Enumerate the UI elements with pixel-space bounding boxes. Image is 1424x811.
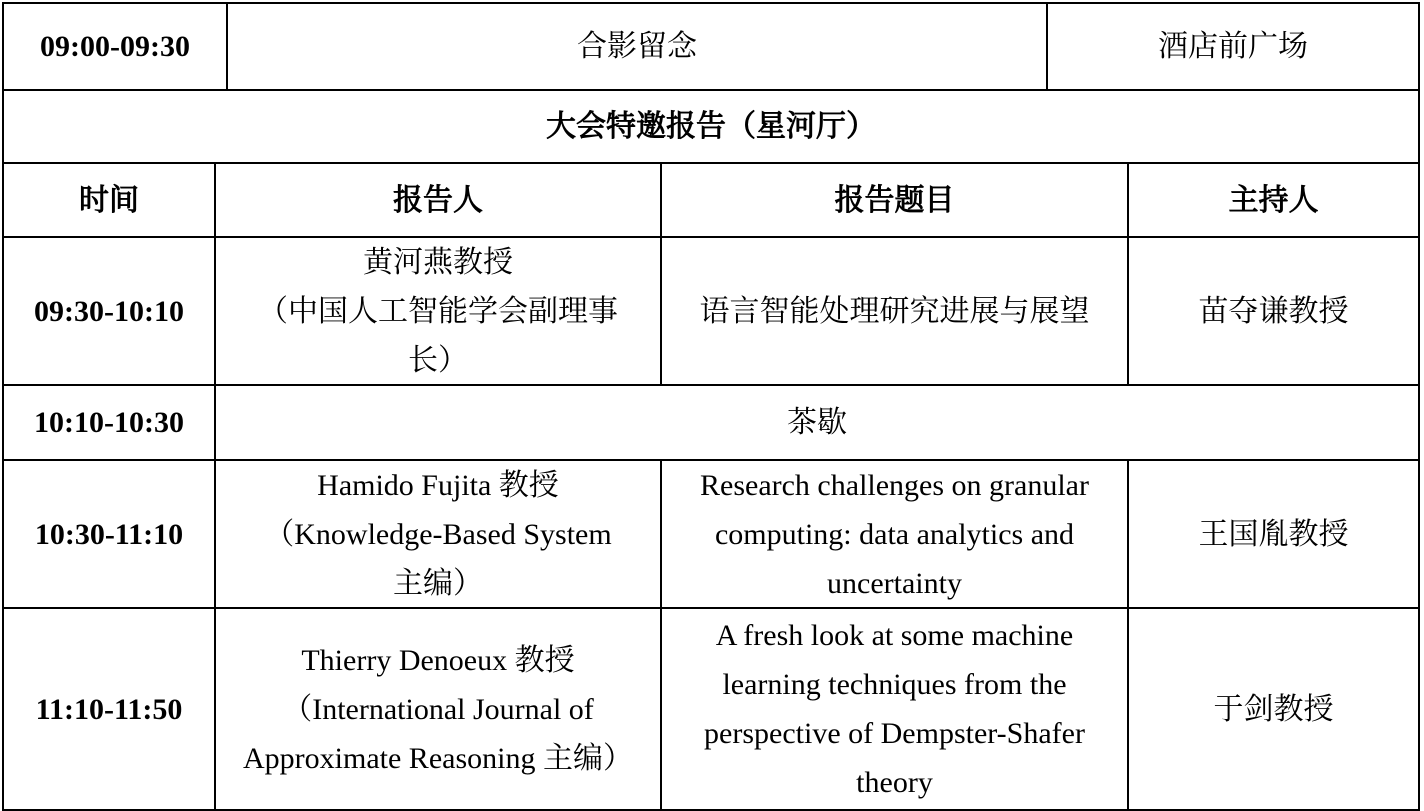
talk3-speaker — [243, 636, 633, 783]
talk3-host-cell — [1127, 607, 1420, 811]
header-time: 时间 — [79, 183, 139, 217]
talk3-topic-line: theory — [856, 766, 933, 799]
break-label-cell — [214, 384, 1420, 461]
talk2-host-cell — [1127, 459, 1420, 609]
talk2-speaker-line: Hamido Fujita 教授 — [317, 468, 559, 502]
talk2-time: 10:30-11:10 — [34, 517, 184, 551]
photo-time: 09:00-09:30 — [40, 30, 190, 63]
talk2-time-cell — [2, 459, 216, 609]
break-label: 茶歇 — [787, 406, 847, 439]
talk1-speaker-line: 黄河燕教授 — [363, 245, 513, 279]
header-speaker-cell — [214, 162, 662, 238]
talk3-speaker-cell — [214, 607, 662, 811]
talk3-time-cell — [2, 607, 216, 811]
talk3-speaker-line: Thierry Denoeux 教授 — [301, 643, 575, 677]
header-topic-cell — [660, 162, 1129, 238]
talk2-speaker — [264, 461, 611, 608]
break-time-cell — [2, 384, 216, 461]
talk2-topic-cell — [660, 459, 1129, 609]
talk1-topic-cell — [660, 236, 1129, 386]
talk1-host: 苗夺谦教授 — [1198, 294, 1349, 328]
talk3-topic — [704, 611, 1085, 807]
section-title-cell — [2, 89, 1420, 164]
talk2-speaker-line: （Knowledge-Based System — [264, 517, 612, 551]
talk2-topic — [700, 461, 1089, 608]
header-topic: 报告题目 — [834, 183, 955, 217]
talk2-speaker-line: 主编） — [392, 566, 483, 600]
talk2-topic-line: Research challenges on granular — [700, 468, 1089, 502]
talk3-speaker-line: （International Journal of — [282, 692, 594, 726]
talk3-topic-line: learning techniques from the — [722, 668, 1067, 701]
photo-location: 酒店前广场 — [1158, 30, 1308, 63]
talk1-speaker-line: 长） — [408, 343, 468, 377]
talk2-topic-line: uncertainty — [827, 566, 962, 600]
talk3-speaker-line: Approximate Reasoning 主编） — [243, 741, 633, 775]
talk3-topic-cell — [660, 607, 1129, 811]
talk1-host-cell — [1127, 236, 1420, 386]
talk1-speaker-cell — [214, 236, 662, 386]
header-time-cell — [2, 162, 216, 238]
photo-location-cell — [1046, 2, 1420, 91]
talk1-speaker-line: （中国人工智能学会副理事 — [258, 294, 618, 328]
section-title: 大会特邀报告（星河厅） — [546, 110, 876, 143]
header-host-cell — [1127, 162, 1420, 238]
talk1-topic: 语言智能处理研究进展与展望 — [699, 294, 1090, 328]
header-host: 主持人 — [1228, 183, 1319, 217]
talk2-speaker-cell — [214, 459, 662, 609]
talk3-topic-line: A fresh look at some machine — [715, 619, 1074, 652]
photo-activity: 合影留念 — [577, 30, 697, 63]
talk2-host: 王国胤教授 — [1198, 517, 1349, 551]
header-speaker: 报告人 — [393, 183, 483, 217]
talk1-time-cell — [2, 236, 216, 386]
talk3-time: 11:10-11:50 — [35, 692, 183, 726]
talk1-time: 09:30-10:10 — [34, 294, 184, 328]
break-time: 10:10-10:30 — [34, 406, 184, 439]
photo-time-cell — [2, 2, 228, 91]
photo-activity-cell — [226, 2, 1048, 91]
talk3-host: 于剑教授 — [1213, 692, 1334, 726]
talk1-speaker — [258, 238, 618, 385]
talk2-topic-line: computing: data analytics and — [714, 517, 1075, 551]
talk3-topic-line: perspective of Dempster-Shafer — [704, 717, 1085, 750]
